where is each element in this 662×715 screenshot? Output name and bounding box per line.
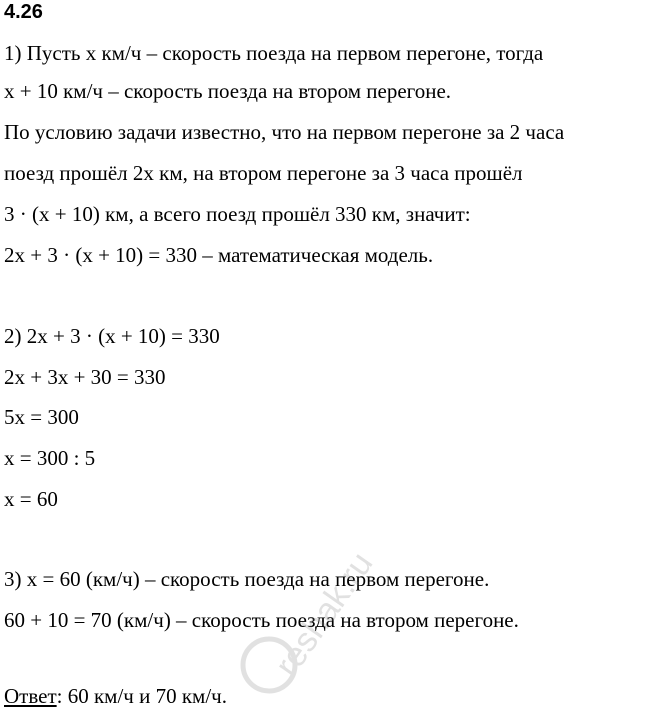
problem-number: 4.26 <box>4 1 43 23</box>
step3-line2: 60 + 10 = 70 (км/ч) – скорость поезда на втором перегоне. <box>4 608 519 632</box>
copyright-circle-icon <box>243 639 295 691</box>
step2-line3: 5x = 300 <box>4 405 79 429</box>
step1-line1: 1) Пусть x км/ч – скорость поезда на первом перегоне, тогда <box>4 41 544 65</box>
watermark-text: reshak.ru <box>267 545 381 684</box>
answer-text: : 60 км/ч и 70 км/ч. <box>56 684 227 708</box>
step2-line5: x = 60 <box>4 487 58 511</box>
step2-line1: 2) 2x + 3 · (x + 10) = 330 <box>4 324 220 348</box>
step2-line4: x = 300 : 5 <box>4 446 96 470</box>
answer-line <box>4 683 227 709</box>
step1-line6: 2x + 3 · (x + 10) = 330 – математическая модель. <box>4 243 434 267</box>
step1-line4: поезд прошёл 2x км, на втором перегоне за 3 часа прошёл <box>4 161 523 185</box>
step1-line2: x + 10 км/ч – скорость поезда на втором перегоне. <box>4 79 452 103</box>
answer-label: Ответ <box>4 684 57 708</box>
step1-line5: 3 · (x + 10) км, а всего поезд прошёл 330 км, значит: <box>4 202 471 226</box>
step2-line2: 2x + 3x + 30 = 330 <box>4 365 166 389</box>
step1-line3: По условию задачи известно, что на первом перегоне за 2 часа <box>4 120 565 144</box>
step3-line1: 3) x = 60 (км/ч) – скорость поезда на первом перегоне. <box>4 567 490 591</box>
